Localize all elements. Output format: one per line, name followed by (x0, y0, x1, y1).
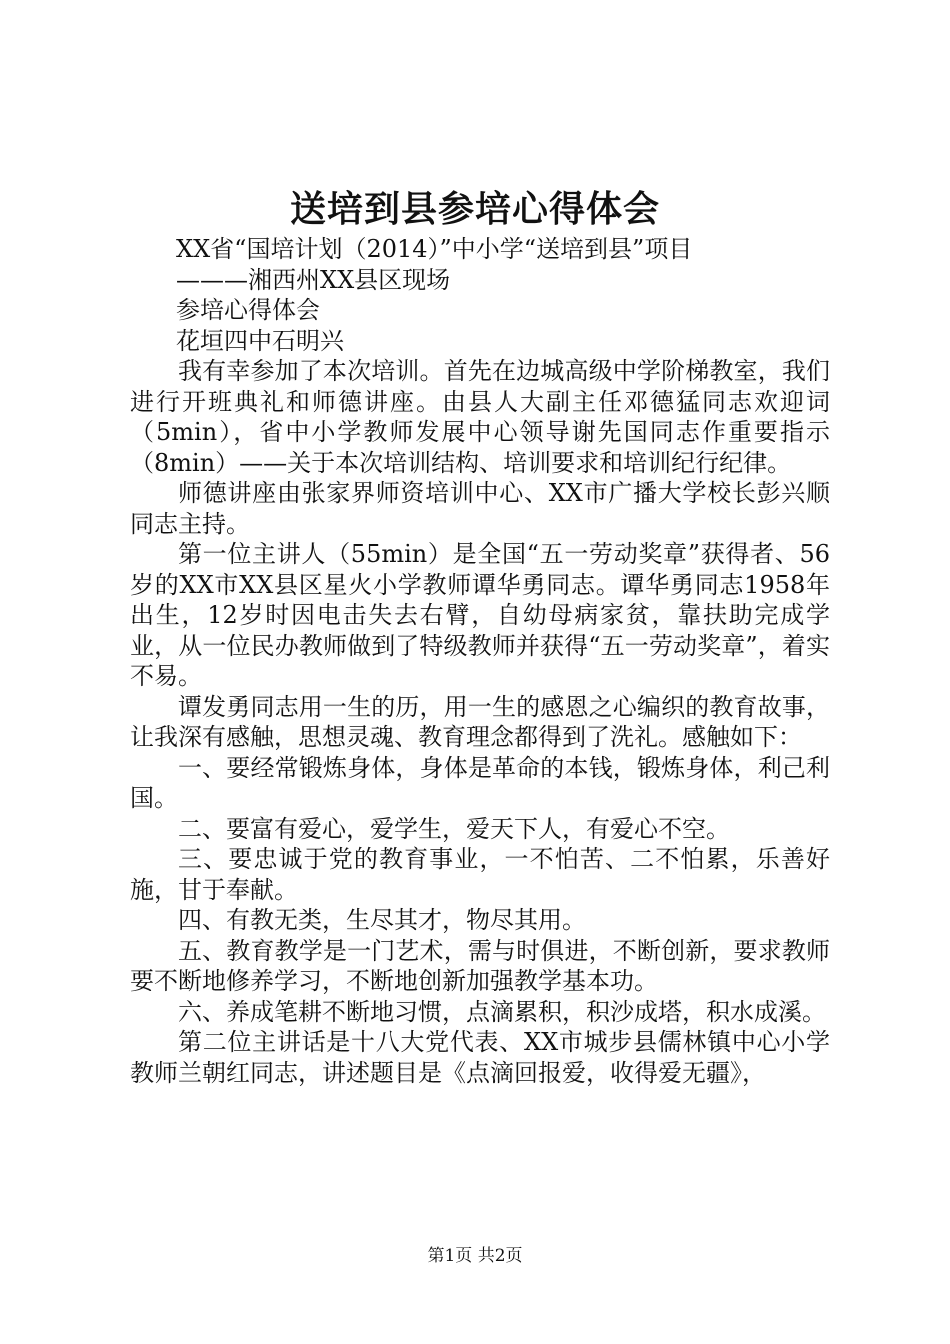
list-paragraph: 五、教育教学是一门艺术，需与时俱进，不断创新，要求教师要不断地修养学习，不断地创新加强教学基本功。 (130, 936, 830, 995)
list-paragraph: 三、要忠诚于党的教育事业，一不怕苦、二不怕累，乐善好施，甘于奉献。 (130, 845, 830, 904)
header-line-author: 花垣四中石明兴 (176, 326, 344, 355)
page-number-footer: 第1页 共2页 (427, 1246, 523, 1266)
header-line-project: XX省“国培计划（2014）”中小学“送培到县”项目 (176, 235, 693, 263)
header-line-site: ———湘西州XX县区现场 (176, 265, 451, 294)
document-title: 送培到县参培心得体会 (289, 188, 660, 230)
header-line-subtitle: 参培心得体会 (176, 296, 320, 324)
list-paragraph: 六、养成笔耕不断地习惯，点滴累积，积沙成塔，积水成溪。 (178, 997, 826, 1026)
list-paragraph: 一、要经常锻炼身体，身体是革命的本钱，锻炼身体，利己利国。 (130, 753, 830, 812)
document-body (130, 234, 830, 1088)
list-paragraph: 二、要富有爱心，爱学生，爱天下人，有爱心不空。 (178, 814, 730, 843)
paragraph: 我有幸参加了本次培训。首先在边城高级中学阶梯教室，我们进行开班典礼和师德讲座。由县人大副主任邓德猛同志欢迎词（5min），省中小学教师发展中心领导谢先国同志作重要指示（8min）——关于本次培训结构、培训要求和培训纪行纪律。 (130, 357, 830, 477)
paragraph: 第二位主讲话是十八大党代表、XX市城步县儒林镇中心小学教师兰朝红同志，讲述题目是《点滴回报爱，收得爱无疆》， (130, 1028, 830, 1087)
paragraph: 师德讲座由张家界师资培训中心、XX市广播大学校长彭兴顺同志主持。 (130, 479, 830, 538)
list-paragraph: 四、有教无类，生尽其才，物尽其用。 (178, 906, 586, 934)
paragraph: 第一位主讲人（55min）是全国“五一劳动奖章”获得者、56岁的XX市XX县区星火小学教师谭华勇同志。谭华勇同志1958年出生，12岁时因电击失去右臂，自幼母病家贫，靠扶助完成学业，从一位民办教师做到了特级教师并获得“五一劳动奖章”，着实不易。 (130, 540, 830, 690)
paragraph: 谭发勇同志用一生的历，用一生的感恩之心编织的教育故事，让我深有感触，思想灵魂、教育理念都得到了洗礼。感触如下： (130, 692, 830, 751)
